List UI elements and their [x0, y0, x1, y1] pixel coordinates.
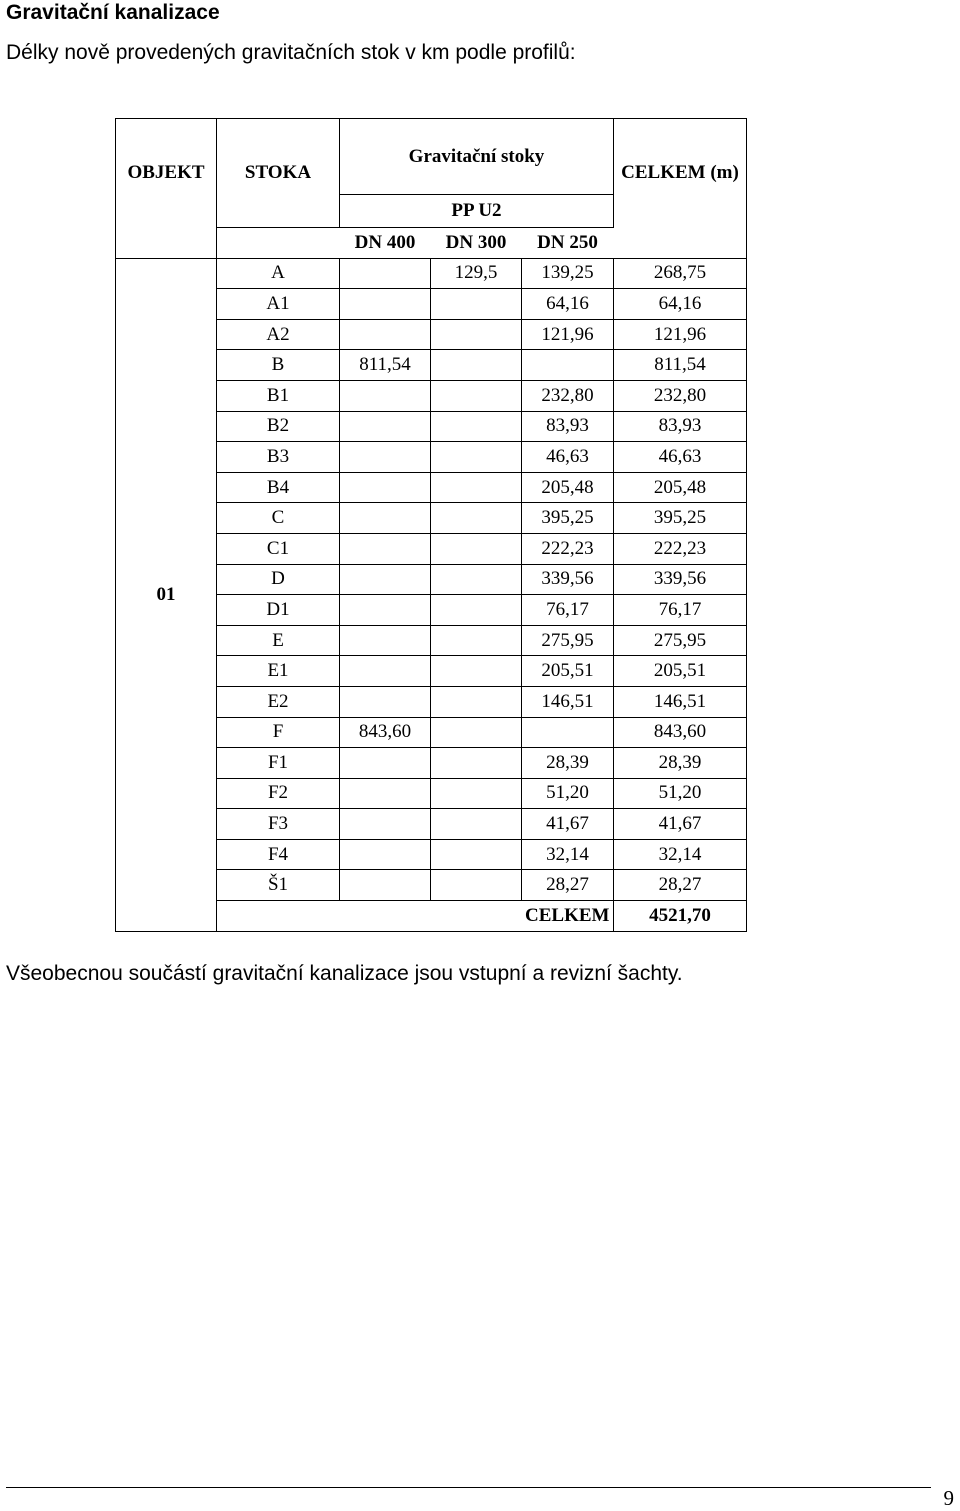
dn400-cell: [340, 564, 431, 595]
celkem-cell: 268,75: [614, 258, 747, 289]
dn400-cell: [340, 442, 431, 473]
dn250-cell: 32,14: [522, 839, 614, 870]
dn300-cell: [431, 350, 522, 381]
dn300-cell: [431, 778, 522, 809]
stoka-cell: B3: [217, 442, 340, 473]
dn400-cell: [340, 472, 431, 503]
stoka-cell: C: [217, 503, 340, 534]
celkem-cell: 811,54: [614, 350, 747, 381]
dn400-cell: [340, 686, 431, 717]
stoka-cell: F4: [217, 839, 340, 870]
dn300-cell: [431, 289, 522, 320]
sewer-lengths-table: [115, 118, 747, 932]
dn400-cell: [340, 625, 431, 656]
dn250-cell: 51,20: [522, 778, 614, 809]
celkem-cell: 275,95: [614, 625, 747, 656]
header-spacer: [116, 228, 217, 259]
dn400-cell: [340, 595, 431, 626]
dn300-cell: [431, 472, 522, 503]
dn250-cell: 205,48: [522, 472, 614, 503]
dn250-cell: 41,67: [522, 809, 614, 840]
dn250-cell: 232,80: [522, 380, 614, 411]
dn250-cell: 64,16: [522, 289, 614, 320]
stoka-cell: A: [217, 258, 340, 289]
dn250-cell: 28,27: [522, 870, 614, 901]
dn300-cell: [431, 870, 522, 901]
stoka-cell: F2: [217, 778, 340, 809]
dn400-cell: [340, 778, 431, 809]
footer-rule: [6, 1487, 931, 1488]
celkem-cell: 395,25: [614, 503, 747, 534]
header-material: PP U2: [451, 200, 502, 221]
stoka-cell: F3: [217, 809, 340, 840]
celkem-cell: 51,20: [614, 778, 747, 809]
dn300-cell: 129,5: [431, 258, 522, 289]
dn300-cell: [431, 564, 522, 595]
dn400-cell: [340, 748, 431, 779]
dn400-cell: [340, 411, 431, 442]
stoka-cell: A1: [217, 289, 340, 320]
dn250-cell: [522, 350, 614, 381]
dn300-cell: [431, 411, 522, 442]
header-group: Gravitační stoky: [340, 119, 614, 195]
dn250-cell: 339,56: [522, 564, 614, 595]
dn300-cell: [431, 748, 522, 779]
stoka-cell: F1: [217, 748, 340, 779]
celkem-cell: 205,51: [614, 656, 747, 687]
header-dn250: DN 250: [522, 228, 614, 259]
celkem-cell: 28,39: [614, 748, 747, 779]
total-spacer: [217, 901, 522, 932]
celkem-cell: 28,27: [614, 870, 747, 901]
dn400-cell: 811,54: [340, 350, 431, 381]
objekt-cell: 01: [116, 258, 217, 931]
celkem-cell: 76,17: [614, 595, 747, 626]
dn400-cell: [340, 870, 431, 901]
dn250-cell: 139,25: [522, 258, 614, 289]
dn250-cell: 395,25: [522, 503, 614, 534]
dn400-cell: [340, 289, 431, 320]
celkem-cell: 222,23: [614, 533, 747, 564]
dn400-cell: [340, 503, 431, 534]
celkem-cell: 843,60: [614, 717, 747, 748]
celkem-cell: 232,80: [614, 380, 747, 411]
header-spacer: [614, 228, 747, 259]
dn400-cell: [340, 839, 431, 870]
header-dn400: DN 400: [340, 228, 431, 259]
dn250-cell: 275,95: [522, 625, 614, 656]
stoka-cell: E: [217, 625, 340, 656]
footnote: Všeobecnou součástí gravitační kanalizace jsou vstupní a revizní šachty.: [6, 962, 683, 985]
dn300-cell: [431, 442, 522, 473]
celkem-cell: 146,51: [614, 686, 747, 717]
dn250-cell: 222,23: [522, 533, 614, 564]
celkem-cell: 83,93: [614, 411, 747, 442]
stoka-cell: D1: [217, 595, 340, 626]
celkem-cell: 205,48: [614, 472, 747, 503]
dn400-cell: [340, 533, 431, 564]
dn250-cell: 146,51: [522, 686, 614, 717]
stoka-cell: E2: [217, 686, 340, 717]
stoka-cell: B2: [217, 411, 340, 442]
stoka-cell: D: [217, 564, 340, 595]
table-row: [116, 258, 747, 289]
header-dn300: DN 300: [431, 228, 522, 259]
celkem-cell: 41,67: [614, 809, 747, 840]
stoka-cell: F: [217, 717, 340, 748]
dn250-cell: 205,51: [522, 656, 614, 687]
celkem-cell: 46,63: [614, 442, 747, 473]
dn400-cell: [340, 380, 431, 411]
dn300-cell: [431, 656, 522, 687]
dn300-cell: [431, 380, 522, 411]
dn250-cell: [522, 717, 614, 748]
stoka-cell: E1: [217, 656, 340, 687]
stoka-cell: Š1: [217, 870, 340, 901]
dn300-cell: [431, 717, 522, 748]
dn300-cell: [431, 839, 522, 870]
total-value: 4521,70: [614, 901, 747, 932]
dn400-cell: [340, 656, 431, 687]
section-subtitle: Délky nově provedených gravitačních stok v km podle profilů:: [6, 41, 576, 64]
total-label: CELKEM: [522, 901, 614, 932]
header-spacer: [217, 228, 340, 259]
dn300-cell: [431, 533, 522, 564]
dn300-cell: [431, 809, 522, 840]
celkem-cell: 64,16: [614, 289, 747, 320]
dn300-cell: [431, 319, 522, 350]
celkem-cell: 339,56: [614, 564, 747, 595]
header-objekt: OBJEKT: [116, 119, 217, 228]
stoka-cell: B4: [217, 472, 340, 503]
celkem-cell: 121,96: [614, 319, 747, 350]
dn400-cell: 843,60: [340, 717, 431, 748]
dn250-cell: 83,93: [522, 411, 614, 442]
header-celkem: CELKEM (m): [614, 119, 747, 228]
dn250-cell: 46,63: [522, 442, 614, 473]
dn300-cell: [431, 503, 522, 534]
stoka-cell: A2: [217, 319, 340, 350]
header-stoka: STOKA: [217, 119, 340, 228]
stoka-cell: B1: [217, 380, 340, 411]
dn250-cell: 76,17: [522, 595, 614, 626]
dn400-cell: [340, 319, 431, 350]
stoka-cell: B: [217, 350, 340, 381]
celkem-cell: 32,14: [614, 839, 747, 870]
dn300-cell: [431, 686, 522, 717]
stoka-cell: C1: [217, 533, 340, 564]
dn300-cell: [431, 595, 522, 626]
dn300-cell: [431, 625, 522, 656]
dn250-cell: 28,39: [522, 748, 614, 779]
dn400-cell: [340, 258, 431, 289]
page-number: 9: [943, 1486, 954, 1510]
dn400-cell: [340, 809, 431, 840]
section-heading: Gravitační kanalizace: [6, 1, 220, 24]
dn250-cell: 121,96: [522, 319, 614, 350]
